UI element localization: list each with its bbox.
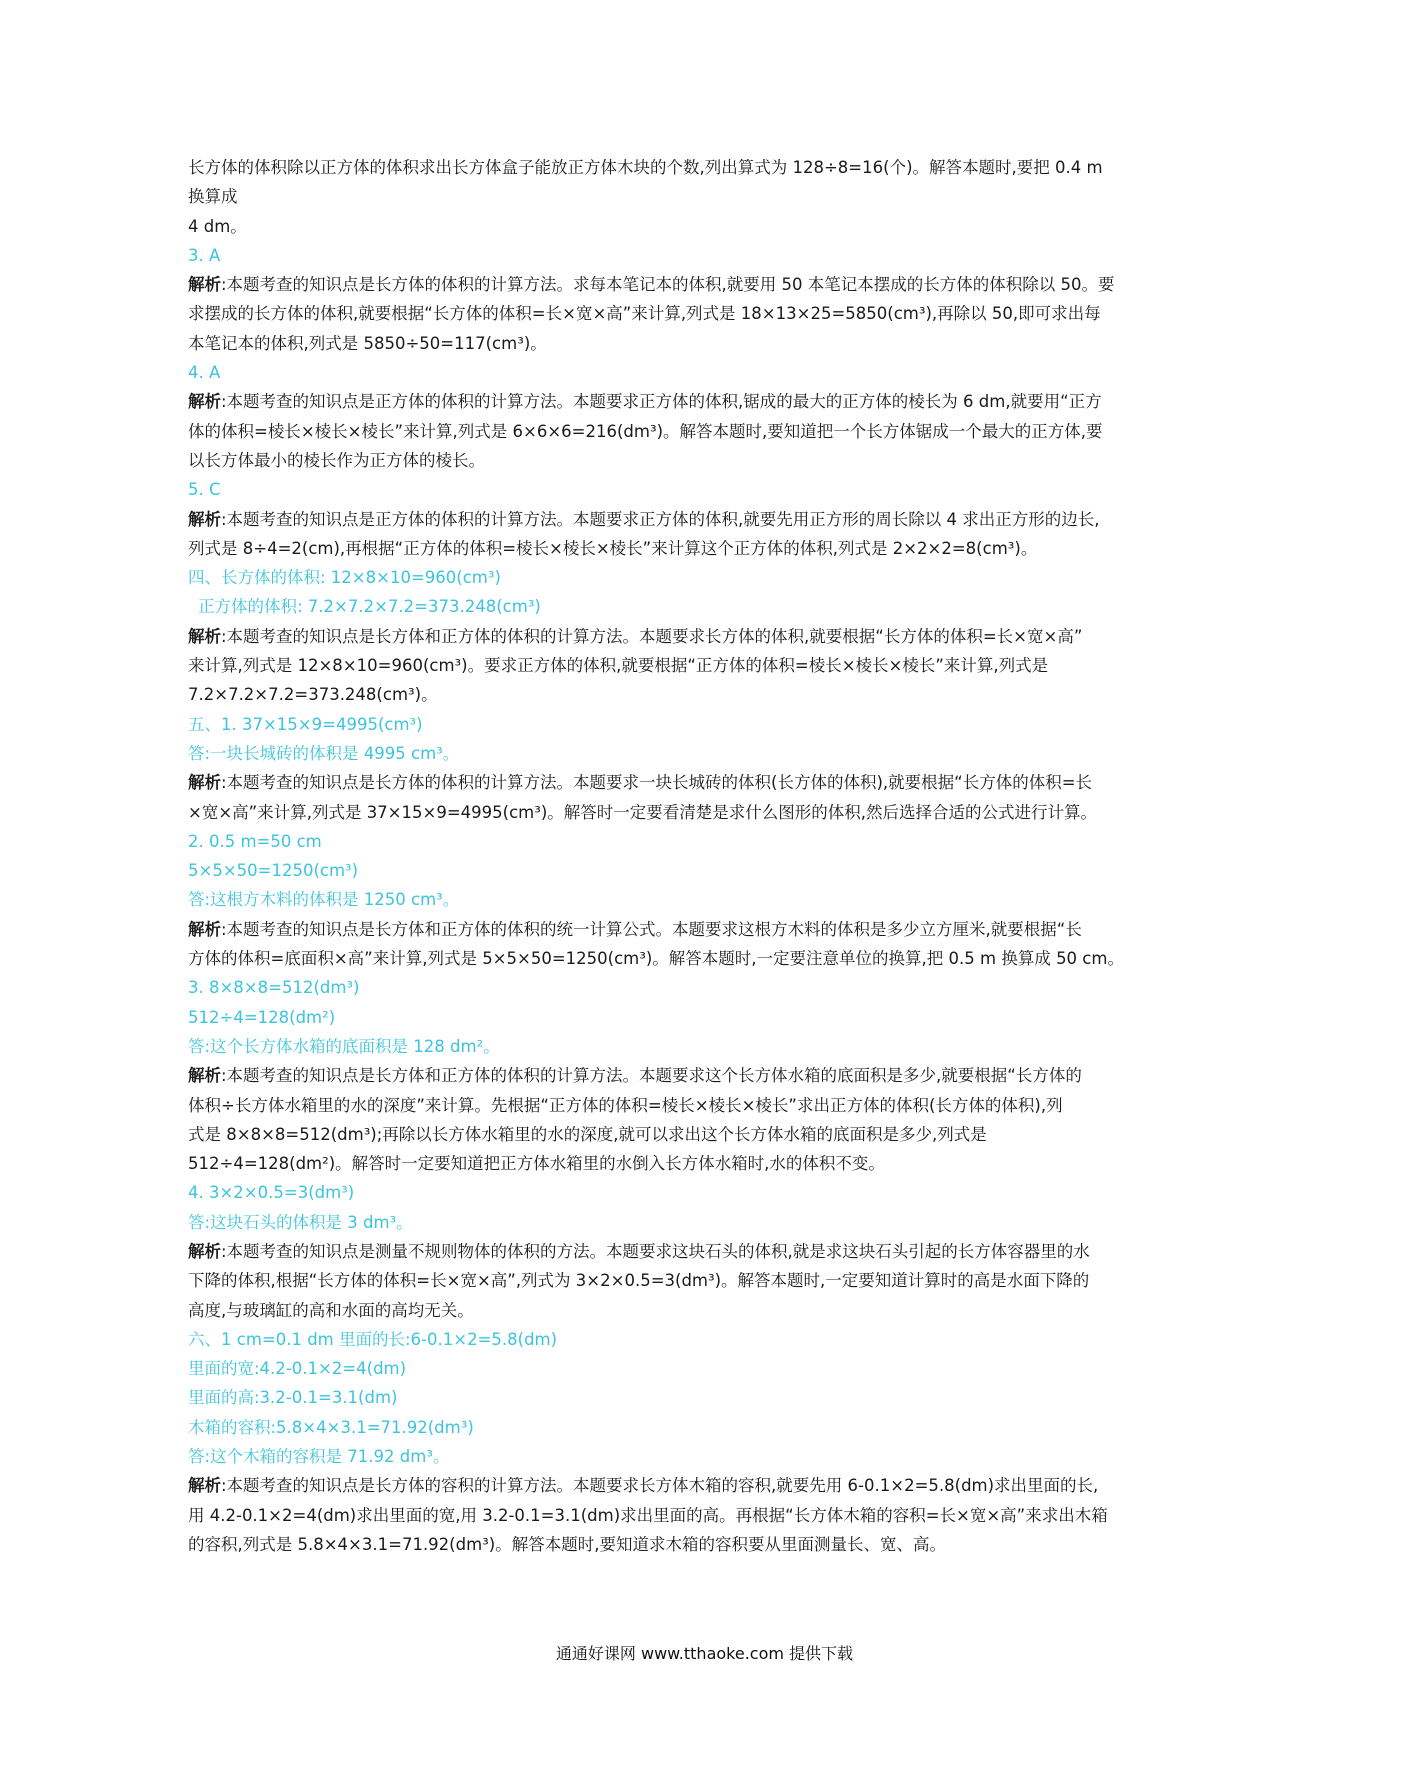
answer-line: 3. A	[188, 245, 221, 265]
text-line: 方体的体积=底面积×高”来计算,列式是 5×5×50=1250(cm³)。解答本题时,一定要注意单位的换算,把 0.5 m 换算成 50 cm。	[188, 949, 1124, 969]
text-line: 的容积,列式是 5.8×4×3.1=71.92(dm³)。解答本题时,要知道求木箱的容积要从里面测量长、宽、高。	[188, 1534, 946, 1554]
answer-line: 答:这个木箱的容积是 71.92 dm³。	[188, 1447, 450, 1467]
analysis-label: 解析	[188, 1066, 221, 1086]
analysis-label: 解析	[188, 1476, 221, 1496]
analysis-text: :本题考查的知识点是长方体和正方体的体积的统一计算公式。本题要求这根方木料的体积是多少立方厘米,就要根据“长	[221, 919, 1082, 939]
text-line: 下降的体积,根据“长方体的体积=长×宽×高”,列式为 3×2×0.5=3(dm³)。解答本题时,一定要知道计算时的高是水面下降的	[188, 1271, 1090, 1291]
answer-line: 五、1. 37×15×9=4995(cm³)	[188, 714, 423, 734]
text-line: 列式是 8÷4=2(cm),再根据“正方体的体积=棱长×棱长×棱长”来计算这个正方体的体积,列式是 2×2×2=8(cm³)。	[188, 538, 1038, 558]
text-line: 用 4.2-0.1×2=4(dm)求出里面的宽,用 3.2-0.1=3.1(dm)求出里面的高。再根据“长方体木箱的容积=长×宽×高”来求出木箱	[188, 1505, 1108, 1525]
text-line: ×宽×高”来计算,列式是 37×15×9=4995(cm³)。解答时一定要看清楚是求什么图形的体积,然后选择合适的公式进行计算。	[188, 802, 1098, 822]
answer-line: 5. C	[188, 480, 221, 500]
text-line: 高度,与玻璃缸的高和水面的高均无关。	[188, 1300, 474, 1320]
analysis-label: 解析	[188, 392, 221, 412]
answer-line: 4. 3×2×0.5=3(dm³)	[188, 1183, 355, 1203]
answer-line: 答:这块石头的体积是 3 dm³。	[188, 1212, 413, 1232]
analysis-label: 解析	[188, 626, 221, 646]
text-line: 7.2×7.2×7.2=373.248(cm³)。	[188, 685, 438, 705]
text-line: 来计算,列式是 12×8×10=960(cm³)。要求正方体的体积,就要根据“正方体的体积=棱长×棱长×棱长”来计算,列式是	[188, 656, 1049, 676]
answer-line: 正方体的体积: 7.2×7.2×7.2=373.248(cm³)	[198, 597, 541, 617]
answer-line: 答:这根方木料的体积是 1250 cm³。	[188, 890, 460, 910]
text-line: 求摆成的长方体的体积,就要根据“长方体的体积=长×宽×高”来计算,列式是 18×13×25=5850(cm³),再除以 50,即可求出每	[188, 304, 1101, 324]
answer-line: 4. A	[188, 363, 221, 383]
answer-line: 六、1 cm=0.1 dm 里面的长:6-0.1×2=5.8(dm)	[188, 1329, 558, 1349]
analysis-text: :本题考查的知识点是长方体和正方体的体积的计算方法。本题要求长方体的体积,就要根据“长方体的体积=长×宽×高”	[221, 626, 1083, 646]
analysis-line	[188, 768, 1228, 797]
answer-line: 木箱的容积:5.8×4×3.1=71.92(dm³)	[188, 1417, 474, 1437]
analysis-text: :本题考查的知识点是长方体的体积的计算方法。求每本笔记本的体积,就要用 50 本笔记本摆成的长方体的体积除以 50。要	[221, 275, 1115, 295]
answer-line: 里面的宽:4.2-0.1×2=4(dm)	[188, 1359, 407, 1379]
text-line: 512÷4=128(dm²)。解答时一定要知道把正方体水箱里的水倒入长方体水箱时,水的体积不变。	[188, 1154, 885, 1174]
analysis-label: 解析	[188, 773, 221, 793]
analysis-line	[188, 1237, 1228, 1266]
text-line: 以长方体最小的棱长作为正方体的棱长。	[188, 450, 485, 470]
text-line: 体积÷长方体水箱里的水的深度”来计算。先根据“正方体的体积=棱长×棱长×棱长”求出正方体的体积(长方体的体积),列	[188, 1095, 1063, 1115]
answer-line: 四、长方体的体积: 12×8×10=960(cm³)	[188, 568, 501, 588]
analysis-line	[188, 270, 1228, 299]
page-footer: 通通好课网 www.tthaoke.com 提供下载	[555, 1644, 854, 1663]
answer-line: 里面的高:3.2-0.1=3.1(dm)	[188, 1388, 398, 1408]
analysis-line	[188, 1471, 1228, 1500]
analysis-text: :本题考查的知识点是正方体的体积的计算方法。本题要求正方体的体积,就要先用正方形的周长除以 4 求出正方形的边长,	[221, 509, 1100, 529]
analysis-text: :本题考查的知识点是正方体的体积的计算方法。本题要求正方体的体积,锯成的最大的正方体的棱长为 6 dm,就要用“正方	[221, 392, 1102, 412]
analysis-text: :本题考查的知识点是长方体的体积的计算方法。本题要求一块长城砖的体积(长方体的体积),就要根据“长方体的体积=长	[221, 773, 1093, 793]
analysis-label: 解析	[188, 1241, 221, 1261]
answer-line: 答:一块长城砖的体积是 4995 cm³。	[188, 743, 460, 763]
analysis-text: :本题考查的知识点是长方体和正方体的体积的计算方法。本题要求这个长方体水箱的底面积是多少,就要根据“长方体的	[221, 1066, 1082, 1086]
analysis-line	[188, 1061, 1228, 1090]
answer-line: 答:这个长方体水箱的底面积是 128 dm²。	[188, 1036, 500, 1056]
answer-line: 512÷4=128(dm²)	[188, 1007, 336, 1027]
analysis-label: 解析	[188, 919, 221, 939]
analysis-line	[188, 915, 1228, 944]
text-line: 本笔记本的体积,列式是 5850÷50=117(cm³)。	[188, 333, 547, 353]
analysis-text: :本题考查的知识点是测量不规则物体的体积的方法。本题要求这块石头的体积,就是求这块石头引起的长方体容器里的水	[221, 1241, 1090, 1261]
analysis-line	[188, 387, 1228, 416]
answer-line: 2. 0.5 m=50 cm	[188, 831, 322, 851]
text-line: 换算成	[188, 187, 238, 207]
analysis-label: 解析	[188, 509, 221, 529]
answer-line: 5×5×50=1250(cm³)	[188, 861, 359, 881]
text-line: 体的体积=棱长×棱长×棱长”来计算,列式是 6×6×6=216(dm³)。解答本题时,要知道把一个长方体锯成一个最大的正方体,要	[188, 421, 1103, 441]
document-body	[188, 153, 1228, 1559]
analysis-text: :本题考查的知识点是长方体的容积的计算方法。本题要求长方体木箱的容积,就要先用 6-0.1×2=5.8(dm)求出里面的长,	[221, 1476, 1099, 1496]
analysis-label: 解析	[188, 275, 221, 295]
text-line: 4 dm。	[188, 216, 247, 236]
answer-line: 3. 8×8×8=512(dm³)	[188, 978, 360, 998]
analysis-line	[188, 622, 1228, 651]
analysis-line	[188, 505, 1228, 534]
text-line: 长方体的体积除以正方体的体积求出长方体盒子能放正方体木块的个数,列出算式为 128÷8=16(个)。解答本题时,要把 0.4 m	[188, 158, 1103, 177]
text-line: 式是 8×8×8=512(dm³);再除以长方体水箱里的水的深度,就可以求出这个长方体水箱的底面积是多少,列式是	[188, 1124, 987, 1144]
